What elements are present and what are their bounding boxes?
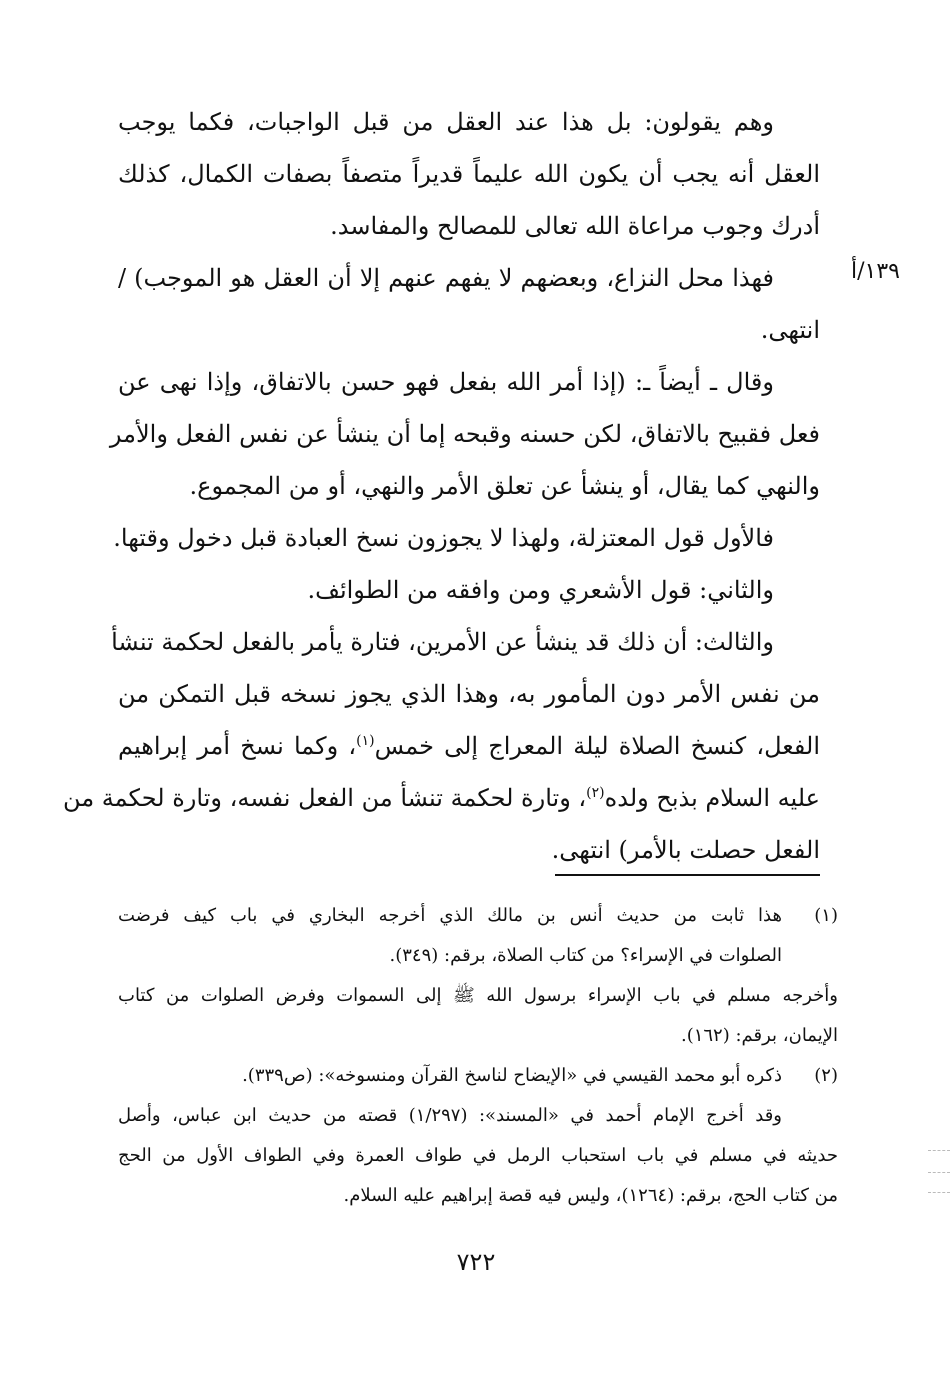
body-line: والثالث: أن ذلك قد ينشأ عن الأمرين، فتارة يأمر بالفعل لحكمة تنشأ <box>111 628 774 656</box>
footnote-text: حديثه في مسلم في باب استحباب الرمل في طواف العمرة وفي الطواف الأول من الحج <box>118 1145 838 1166</box>
footnote-separator <box>555 874 820 876</box>
body-line: انتهى. <box>760 316 820 344</box>
body-line: وهم يقولون: بل هذا عند العقل من قبل الواجبات، فكما يوجب <box>118 108 774 136</box>
scan-edge-mark <box>928 1192 950 1193</box>
main-text <box>63 96 820 876</box>
footnote-line <box>118 1096 838 1136</box>
scan-edge-mark <box>928 1172 950 1173</box>
footnote-number: (٢) <box>814 1065 838 1086</box>
body-line: والثاني: قول الأشعري ومن وافقه من الطوائف. <box>307 576 774 604</box>
footnote-text: الصلوات في الإسراء؟ من كتاب الصلاة، برقم: (٣٤٩). <box>389 945 782 966</box>
body-text-segment: عليه السلام بذبح ولده <box>604 784 820 812</box>
footnotes <box>118 896 838 1216</box>
body-line: فهذا محل النزاع، وبعضهم لا يفهم عنهم إلا أن العقل هو الموجب) / <box>118 264 774 292</box>
footnote-line <box>118 896 838 936</box>
footnote-text: ذكره أبو محمد القيسي في «الإيضاح لناسخ القرآن ومنسوخه»: (ص٣٣٩). <box>242 1065 782 1086</box>
footnote-ref-1[interactable]: (١) <box>356 733 375 749</box>
footnote-line <box>118 1176 838 1216</box>
footnote-text: هذا ثابت من حديث أنس بن مالك الذي أخرجه البخاري في باب كيف فرضت <box>118 905 782 926</box>
body-line: أدرك وجوب مراعاة الله تعالى للمصالح والمفاسد. <box>330 212 820 240</box>
body-line: فعل فقبيح بالاتفاق، لكن حسنه وقبحه إما أن ينشأ عن نفس الفعل والأمر <box>109 420 820 448</box>
body-text-segment: ، وكما نسخ أمر إبراهيم <box>118 732 357 760</box>
body-line-note-2 <box>63 772 820 824</box>
page-number: ٧٢٢ <box>456 1248 496 1276</box>
footnote-line <box>118 976 838 1016</box>
footnote-number: (١) <box>814 905 838 926</box>
footnote-ref-2[interactable]: (٢) <box>586 785 605 801</box>
body-line-closing: الفعل حصلت بالأمر) انتهى. <box>551 836 820 864</box>
body-line: والنهي كما يقال، أو ينشأ عن تعلق الأمر والنهي، أو من المجموع. <box>189 472 820 500</box>
footnote-text: وقد أخرج الإمام أحمد في «المسند»: (١/٢٩٧) قصته من حديث ابن عباس، وأصل <box>118 1105 782 1126</box>
body-line: من نفس الأمر دون المأمور به، وهذا الذي يجوز نسخه قبل التمكن من <box>118 680 820 708</box>
footnote-line <box>118 1016 838 1056</box>
body-line: وقال ـ أيضاً ـ: (إذا أمر الله بفعل فهو حسن بالاتفاق، وإذا نهى عن <box>118 368 774 396</box>
footnote-line <box>118 1056 838 1096</box>
body-lines <box>109 96 820 720</box>
body-text-segment: ، وتارة لحكمة تنشأ من الفعل نفسه، وتارة لحكمة من <box>63 784 587 812</box>
footnote-line <box>118 936 838 976</box>
footnote-text: من كتاب الحج، برقم: (١٢٦٤)، وليس فيه قصة إبراهيم عليه السلام. <box>343 1185 838 1206</box>
body-text-segment: الفعل، كنسخ الصلاة ليلة المعراج إلى خمس <box>374 732 820 760</box>
body-line-note-1 <box>118 720 820 772</box>
footnote-line <box>118 1136 838 1176</box>
scan-edge-mark <box>928 1150 950 1151</box>
footnote-text: الإيمان، برقم: (١٦٢). <box>680 1025 838 1046</box>
manuscript-folio-reference: ١٣٩/أ <box>851 259 900 284</box>
body-line: العقل أنه يجب أن يكون الله عليماً قديراً متصفاً بصفات الكمال، كذلك <box>118 160 820 188</box>
footnote-text: وأخرجه مسلم في باب الإسراء برسول الله ﷺ إلى السموات وفرض الصلوات من كتاب <box>118 985 838 1006</box>
body-line: فالأول قول المعتزلة، ولهذا لا يجوزون نسخ العبادة قبل دخول وقتها. <box>113 524 774 552</box>
